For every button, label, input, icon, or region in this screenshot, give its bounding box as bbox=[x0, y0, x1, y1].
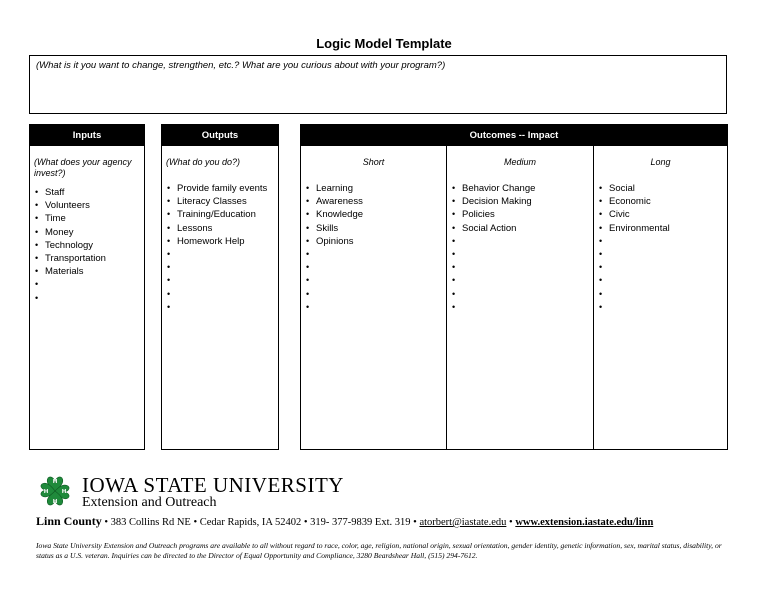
list-item[interactable] bbox=[166, 288, 274, 301]
list-item[interactable]: • Decision Making bbox=[451, 195, 589, 208]
list-item[interactable]: • Skills bbox=[305, 222, 442, 235]
list-item[interactable]: • Behavior Change bbox=[451, 182, 589, 195]
list-item[interactable]: • Time bbox=[34, 212, 140, 225]
list-item[interactable] bbox=[34, 278, 140, 291]
outcomes-long-column bbox=[593, 146, 727, 450]
isu-logo bbox=[38, 474, 378, 512]
list-item[interactable]: • Knowledge bbox=[305, 208, 442, 221]
inputs-header: Inputs bbox=[30, 125, 144, 146]
list-item[interactable]: • Lessons bbox=[166, 222, 274, 235]
list-item[interactable]: • Materials bbox=[34, 265, 140, 278]
list-item[interactable] bbox=[598, 235, 723, 248]
list-item[interactable] bbox=[451, 274, 589, 287]
address-separator: • bbox=[506, 517, 516, 528]
list-item[interactable] bbox=[451, 288, 589, 301]
list-item[interactable] bbox=[598, 274, 723, 287]
inputs-prompt: (What does your agency invest?) bbox=[34, 157, 132, 178]
email-link[interactable]: atorbert@iastate.edu bbox=[419, 517, 507, 528]
list-item[interactable] bbox=[305, 301, 442, 314]
address-text: • 383 Collins Rd NE • Cedar Rapids, IA 52402 • 319- 377-9839 Ext. 319 • bbox=[101, 517, 420, 528]
website-link[interactable]: www.extension.iastate.edu/linn bbox=[515, 517, 654, 528]
medium-list bbox=[447, 182, 593, 314]
list-item[interactable]: • Civic bbox=[598, 208, 723, 221]
list-item[interactable]: • Technology bbox=[34, 239, 140, 252]
list-item[interactable]: • Homework Help bbox=[166, 235, 274, 248]
list-item[interactable] bbox=[305, 274, 442, 287]
list-item[interactable] bbox=[451, 301, 589, 314]
list-item[interactable] bbox=[34, 292, 140, 305]
long-list bbox=[594, 182, 727, 314]
svg-text:H: H bbox=[52, 499, 58, 505]
list-item[interactable]: • Training/Education bbox=[166, 208, 274, 221]
list-item[interactable]: • Social bbox=[598, 182, 723, 195]
short-list bbox=[301, 182, 446, 314]
list-item[interactable] bbox=[305, 261, 442, 274]
outputs-column bbox=[161, 124, 279, 450]
list-item[interactable] bbox=[451, 261, 589, 274]
list-item[interactable]: • Volunteers bbox=[34, 199, 140, 212]
inputs-column bbox=[29, 124, 145, 450]
long-label: Long bbox=[650, 157, 671, 167]
list-item[interactable] bbox=[451, 248, 589, 261]
list-item[interactable]: • Opinions bbox=[305, 235, 442, 248]
list-item[interactable] bbox=[166, 248, 274, 261]
list-item[interactable]: • Provide family events bbox=[166, 182, 274, 195]
list-item[interactable] bbox=[166, 274, 274, 287]
4h-clover-icon bbox=[38, 474, 72, 509]
list-item[interactable] bbox=[305, 248, 442, 261]
svg-text:H: H bbox=[43, 489, 49, 495]
list-item[interactable] bbox=[305, 288, 442, 301]
list-item[interactable]: • Environmental bbox=[598, 222, 723, 235]
situation-prompt: (What is it you want to change, strengthen, etc.? What are you curious about with your program?) bbox=[36, 60, 446, 71]
page-title: Logic Model Template bbox=[316, 36, 452, 51]
outputs-prompt: (What do you do?) bbox=[166, 157, 241, 167]
isu-logo-name: IOWA STATE UNIVERSITY bbox=[82, 473, 344, 497]
inputs-list bbox=[30, 186, 144, 305]
list-item[interactable] bbox=[166, 301, 274, 314]
svg-text:H: H bbox=[61, 489, 67, 495]
list-item[interactable]: • Staff bbox=[34, 186, 140, 199]
list-item[interactable] bbox=[451, 235, 589, 248]
list-item[interactable] bbox=[166, 261, 274, 274]
outcomes-header: Outcomes -- Impact bbox=[301, 125, 727, 146]
list-item[interactable]: • Learning bbox=[305, 182, 442, 195]
list-item[interactable]: • Awareness bbox=[305, 195, 442, 208]
outcomes-short-column bbox=[301, 146, 446, 450]
outputs-list bbox=[162, 182, 278, 314]
outcomes-medium-column bbox=[446, 146, 593, 450]
list-item[interactable]: • Social Action bbox=[451, 222, 589, 235]
county-name: Linn County bbox=[36, 514, 102, 528]
list-item[interactable]: • Transportation bbox=[34, 252, 140, 265]
list-item[interactable]: • Literacy Classes bbox=[166, 195, 274, 208]
list-item[interactable] bbox=[598, 261, 723, 274]
address-line bbox=[36, 514, 653, 529]
list-item[interactable] bbox=[598, 301, 723, 314]
isu-logo-sub: Extension and Outreach bbox=[82, 495, 217, 510]
disclaimer: Iowa State University Extension and Outreach programs are available to all without regard to race, color, age, religion, national origin, sexual orientation, gender identity, genetic information, sex, marital status, disability, or status as a U.S. veteran. Inquiries can be directed to the Director of Equal Opportunity and Compliance, 3280 Beardshear Hall, (515) 294-7612. bbox=[36, 541, 722, 560]
list-item[interactable] bbox=[598, 248, 723, 261]
list-item[interactable]: • Economic bbox=[598, 195, 723, 208]
outcomes-column bbox=[300, 124, 728, 450]
svg-text:H: H bbox=[52, 479, 58, 485]
list-item[interactable]: • Money bbox=[34, 226, 140, 239]
medium-label: Medium bbox=[503, 157, 536, 167]
list-item[interactable]: • Policies bbox=[451, 208, 589, 221]
outputs-header: Outputs bbox=[162, 125, 278, 146]
short-label: Short bbox=[362, 157, 385, 167]
list-item[interactable] bbox=[598, 288, 723, 301]
situation-box[interactable] bbox=[29, 55, 727, 114]
